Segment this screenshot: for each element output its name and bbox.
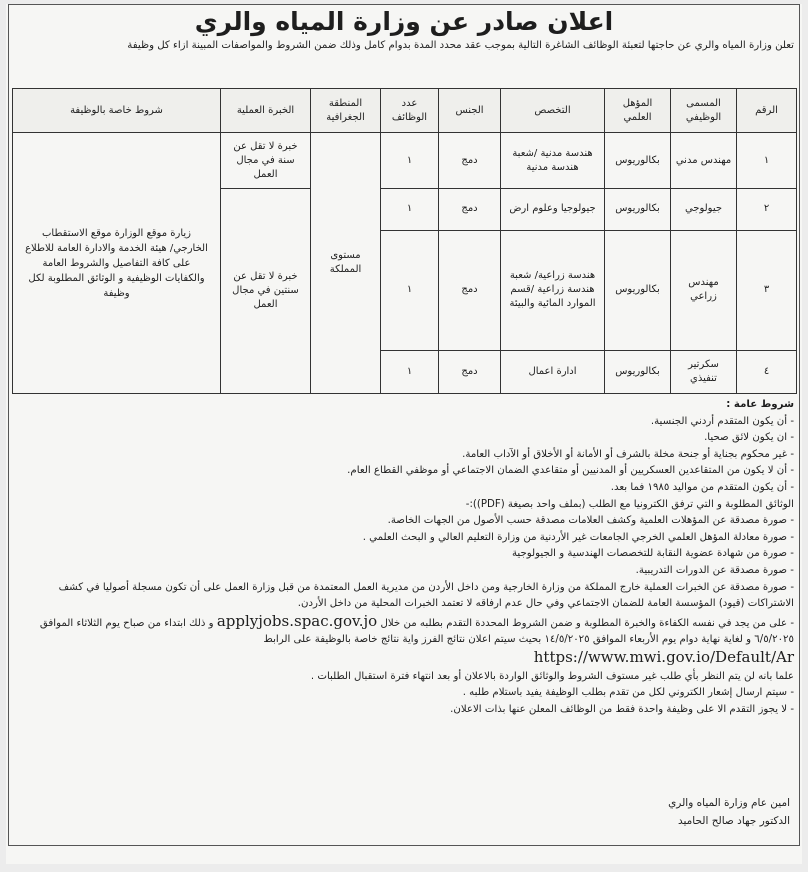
header-cell: المنطقة الجغرافية <box>311 89 381 133</box>
job-number: ٣ <box>737 230 797 350</box>
page-title: اعلان صادر عن وزارة المياه والري <box>194 7 614 36</box>
job-qualification: بكالوريوس <box>605 350 671 393</box>
job-number: ٤ <box>737 350 797 393</box>
job-special-conditions: زيارة موقع الوزارة موقع الاستقطاب الخارجي/ هيئة الخدمة والادارة العامة للاطلاع على كافة التفاصيل والشروط العامة والكفايات الوظيفية و الوثائق المطلوبة لكل وظيفة <box>13 133 221 394</box>
header-cell: شروط خاصة بالوظيفة <box>13 89 221 133</box>
job-count: ١ <box>381 350 439 393</box>
signature-title: امين عام وزارة المياه والري <box>668 797 790 809</box>
job-qualification: بكالوريوس <box>605 133 671 189</box>
job-specialization: هندسة مدنية /شعبة هندسة مدنية <box>501 133 605 189</box>
job-title: مهندس مدني <box>671 133 737 189</box>
job-number: ١ <box>737 133 797 189</box>
job-title: جيولوجي <box>671 189 737 230</box>
header-cell: المؤهل العلمي <box>605 89 671 133</box>
table-row <box>13 133 797 189</box>
job-gender: دمج <box>439 133 501 189</box>
job-qualification: بكالوريوس <box>605 230 671 350</box>
apply-text-2: و ذلك ابتداء من صباح يوم الثلاثاء الموافق ٦/٥/٢٠٢٥ و لغاية نهاية دوام يوم الأربعاء الموافق ١٤/٥/٢٠٢٥ بحيث سيتم اعلان نتائج الفرز واية نتائج خاصة بالوظيفة على الرابط <box>39 617 794 646</box>
job-qualification: بكالوريوس <box>605 189 671 230</box>
header-cell: الجنس <box>439 89 501 133</box>
condition-item: - ان يكون لائق صحيا. <box>704 432 794 444</box>
condition-item: - أن لا يكون من المتقاعدين العسكريين أو المدنيين أو متقاعدي الضمان الاجتماعي أو موظفي القطاع العام. <box>347 465 794 477</box>
apply-text-1: - على من يجد في نفسه الكفاءة والخبرة المطلوبة و ضمن الشروط المحددة التقدم بطلبه من خلال <box>380 617 794 629</box>
job-region: مستوى المملكة <box>311 133 381 394</box>
document-item: - صورة من شهادة عضوية النقابة للتخصصات الهندسية و الجيولوجية <box>511 548 794 560</box>
job-count: ١ <box>381 189 439 230</box>
conditions-heading: شروط عامة : <box>726 399 794 410</box>
document-item: - صورة مصدقة عن الخبرات العملية خارج المملكة من وزارة الخارجية ومن داخل الأردن من مديرية العمل المعتمدة من قبل وزارة العمل على أن تكون مسجلة أصوليا في كشف الاشتراكات (قيود) المؤسسة العامة للضمان الاجتماعي وفي حال عدم ارفاقه لا تعتمد الخبرات المحلية من داخل الأردن. <box>58 581 794 610</box>
signature-name: الدكتور جهاد صالح الحاميد <box>678 815 790 827</box>
job-gender: دمج <box>439 189 501 230</box>
intro-paragraph: تعلن وزارة المياه والري عن حاجتها لتعبئة الوظائف الشاغرة التالية بموجب عقد محدد المدة بدوام كامل وذلك ضمن الشروط والمواصفات المبينة ازاء كل وظيفة <box>127 40 794 51</box>
job-count: ١ <box>381 230 439 350</box>
job-gender: دمج <box>439 230 501 350</box>
document-item: - صورة مصدقة عن المؤهلات العلمية وكشف العلامات مصدقة حسب الأصول من الجهات الخاصة. <box>387 515 794 527</box>
note-item: - سيتم ارسال إشعار الكتروني لكل من تقدم بطلب الوظيفة يفيد باستلام طلبه . <box>462 687 794 699</box>
jobs-table <box>12 88 797 394</box>
note-item: علما بانه لن يتم النظر بأي طلب غير مستوف الشروط والوثائق الواردة بالاعلان أو بعد انتهاء فترة استقبال الطلبات . <box>310 670 794 682</box>
apply-url-link[interactable]: applyjobs.spac.gov.jo <box>216 611 378 630</box>
job-experience: خبرة لا تقل عن سنة في مجال العمل <box>221 133 311 189</box>
conditions-section <box>14 397 794 718</box>
job-gender: دمج <box>439 350 501 393</box>
header-cell: الرقم <box>737 89 797 133</box>
header-cell: التخصص <box>501 89 605 133</box>
job-specialization: ادارة اعمال <box>501 350 605 393</box>
job-specialization: جيولوجيا وعلوم ارض <box>501 189 605 230</box>
job-title: مهندس زراعي <box>671 230 737 350</box>
table-header-row <box>13 89 797 133</box>
condition-item: - أن يكون المتقدم أردني الجنسية. <box>650 415 794 427</box>
signature-block <box>668 794 790 830</box>
job-experience: خبرة لا تقل عن سنتين في مجال العمل <box>221 189 311 394</box>
results-url-link[interactable]: https://www.mwi.gov.io/Default/Ar <box>533 647 794 666</box>
document-item: - صورة معادلة المؤهل العلمي الخرجي الجامعات غير الأردنية من وزارة التعليم العالي و البحث العلمي . <box>362 531 794 543</box>
job-specialization: هندسة زراعية/ شعبة هندسة زراعية /قسم الموارد المائية والبيئة <box>501 230 605 350</box>
header-cell: الخبرة العملية <box>221 89 311 133</box>
header-cell: عدد الوظائف <box>381 89 439 133</box>
header-cell: المسمى الوظيفي <box>671 89 737 133</box>
documents-heading: الوثائق المطلوبة و التي ترفق الكترونيا مع الطلب (بملف واحد بصيغة (PDF)):- <box>465 498 794 510</box>
note-item: - لا يجوز التقدم الا على وظيفة واحدة فقط من الوظائف المعلن عنها بذات الاعلان. <box>450 703 794 715</box>
document-item: - صورة مصدقة عن الدورات التدريبية. <box>635 564 794 576</box>
job-number: ٢ <box>737 189 797 230</box>
condition-item: - غير محكوم بجناية أو جنحة مخلة بالشرف أو الأمانة أو الأخلاق أو الآداب العامة. <box>462 448 794 460</box>
application-instructions <box>14 613 794 669</box>
advertisement-page <box>6 4 802 864</box>
condition-item: - أن يكون المتقدم من مواليد ١٩٨٥ فما بعد. <box>610 481 794 493</box>
job-count: ١ <box>381 133 439 189</box>
job-title: سكرتير تنفيذي <box>671 350 737 393</box>
